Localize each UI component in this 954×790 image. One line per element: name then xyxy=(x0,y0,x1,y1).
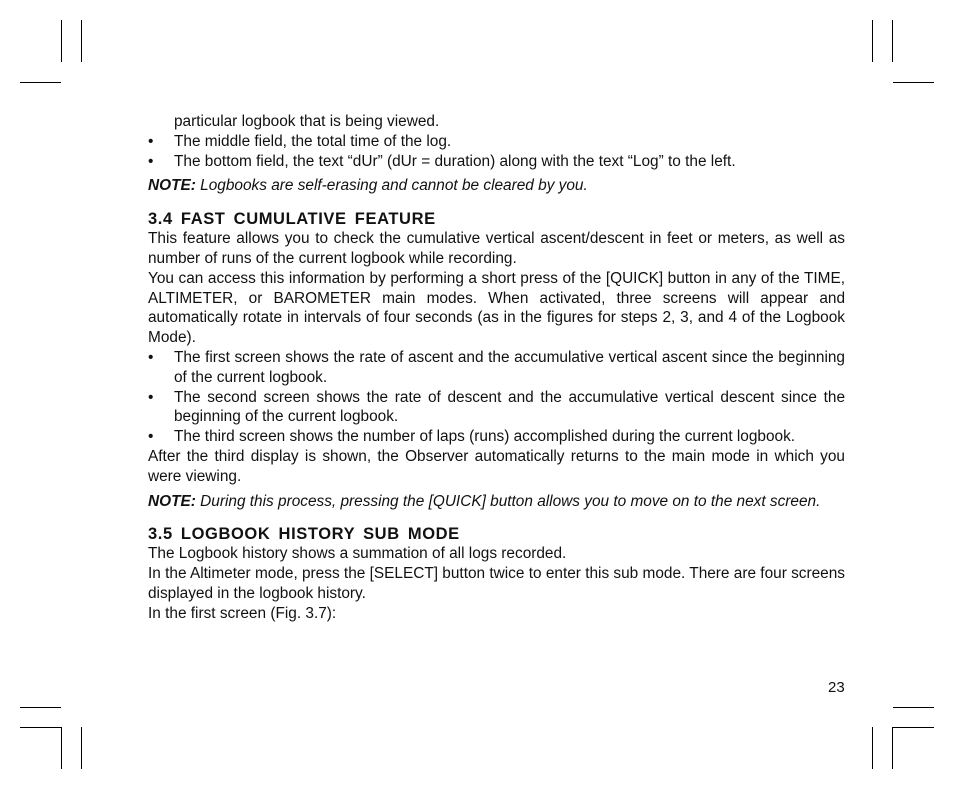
paragraph: The Logbook history shows a summation of all logs recorded. xyxy=(148,545,567,563)
bullet-dot: • xyxy=(148,152,154,170)
crop-mark xyxy=(61,20,62,62)
crop-mark xyxy=(61,727,62,769)
crop-mark xyxy=(20,707,61,708)
crop-mark xyxy=(81,20,82,62)
note-label: NOTE: xyxy=(148,177,196,195)
crop-mark xyxy=(872,20,873,62)
page-content xyxy=(148,112,845,624)
paragraph: You can access this information by performing a short press of the [QUICK] button in any of the TIME, ALTIMETER, or BAROMETER main modes. When activated, three screens will appear and automatically rotate in intervals of four seconds (as in the figures for steps 2, 3, and 4 of the Logbook Mode). xyxy=(148,269,845,347)
bullet-text: The third screen shows the number of laps (runs) accomplished during the current logbook. xyxy=(174,428,796,446)
note-label: NOTE: xyxy=(148,492,196,510)
crop-mark xyxy=(893,727,934,728)
bullet-item xyxy=(148,152,845,172)
bullet-text: The second screen shows the rate of descent and the accumulative vertical descent since the beginning of the current logbook. xyxy=(174,388,845,426)
bullet-item xyxy=(148,132,845,152)
note-text: During this process, pressing the [QUICK] button allows you to move on to the next screen. xyxy=(195,492,821,510)
bullet-dot: • xyxy=(148,388,154,406)
bullet-item xyxy=(148,348,845,388)
section-heading: 3.4 FAST CUMULATIVE FEATURE xyxy=(148,210,436,229)
crop-mark xyxy=(893,707,934,708)
note xyxy=(148,492,845,512)
bullet-dot: • xyxy=(148,132,154,150)
crop-mark xyxy=(893,82,934,83)
crop-mark xyxy=(81,727,82,769)
paragraph: This feature allows you to check the cumulative vertical ascent/descent in feet or meters, as well as number of runs of the current logbook while recording. xyxy=(148,230,845,267)
bullet-text: The bottom field, the text “dUr” (dUr = duration) along with the text “Log” to the left. xyxy=(174,152,736,170)
bullet-dot: • xyxy=(148,428,154,446)
crop-mark xyxy=(892,727,893,769)
continued-line: particular logbook that is being viewed. xyxy=(174,113,440,130)
note-text: Logbooks are self-erasing and cannot be cleared by you. xyxy=(195,177,588,195)
crop-mark xyxy=(892,20,893,62)
bullet-text: The middle field, the total time of the log. xyxy=(174,132,452,150)
note xyxy=(148,176,845,196)
bullet-text: The first screen shows the rate of ascent and the accumulative vertical ascent since the beginning of the current logbook. xyxy=(174,348,845,386)
paragraph: After the third display is shown, the Observer automatically returns to the main mode in which you were viewing. xyxy=(148,447,845,485)
bullet-dot: • xyxy=(148,348,154,366)
crop-mark xyxy=(872,727,873,769)
crop-mark xyxy=(20,727,61,728)
bullet-item xyxy=(148,427,845,447)
bullet-item xyxy=(148,388,845,428)
section-heading: 3.5 LOGBOOK HISTORY SUB MODE xyxy=(148,525,460,544)
paragraph: In the first screen (Fig. 3.7): xyxy=(148,604,337,622)
page-number: 23 xyxy=(828,679,845,696)
crop-mark xyxy=(20,82,61,83)
paragraph: In the Altimeter mode, press the [SELECT] button twice to enter this sub mode. There are four screens displayed in the logbook history. xyxy=(148,565,845,602)
